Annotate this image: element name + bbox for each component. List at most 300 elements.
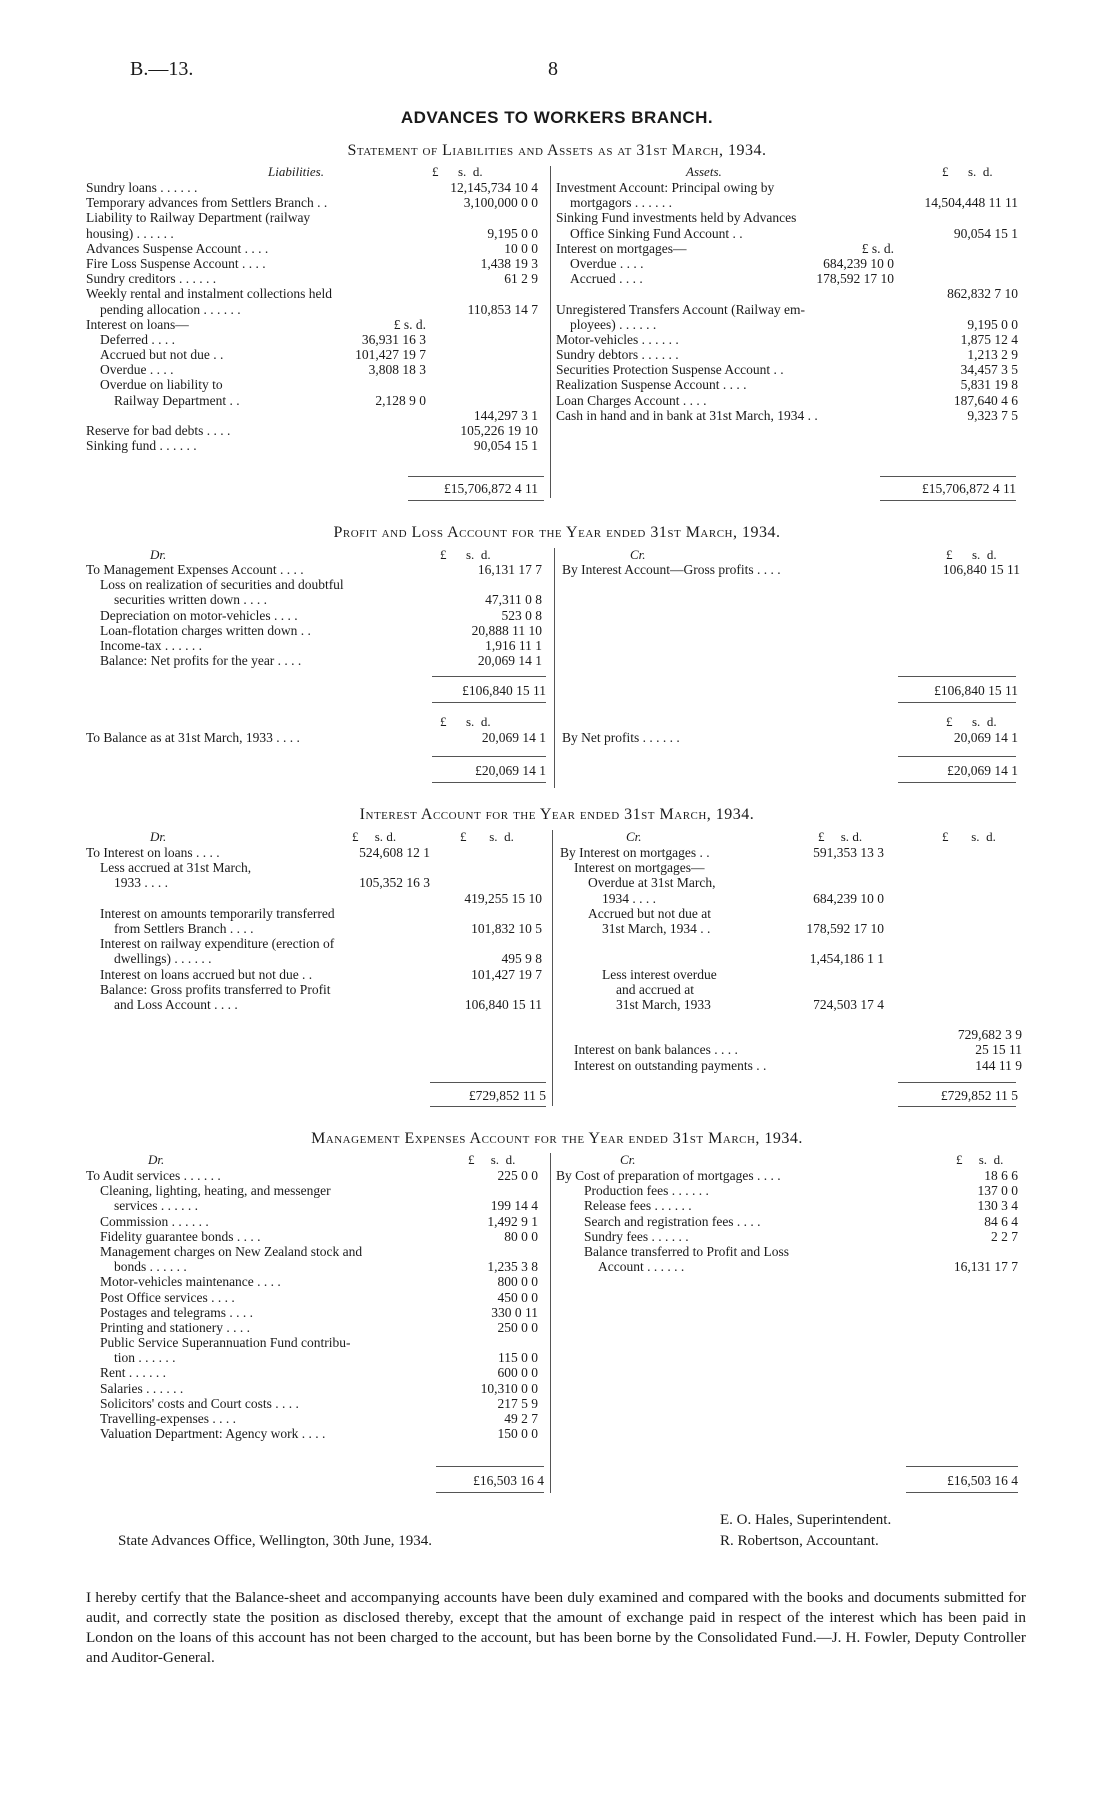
asset-row bbox=[556, 302, 1018, 317]
mgmt-credit-row-label: By Cost of preparation of mortgages . . . . bbox=[556, 1168, 781, 1183]
pl-total-rule-r2 bbox=[898, 702, 1016, 703]
mgmt-debit-row-label: Commission . . . . . . bbox=[100, 1213, 209, 1229]
interest-credit-row-label: Interest on mortgages— bbox=[574, 860, 705, 876]
interest-debit-row-amount: 495 9 8 bbox=[501, 951, 542, 967]
mgmt-total-rule-r bbox=[906, 1466, 1018, 1467]
mgmt-debit-row-label: services . . . . . . bbox=[114, 1198, 198, 1214]
mgmt-debit-row-label: Salaries . . . . . . bbox=[100, 1380, 184, 1396]
pl-cr: Cr. bbox=[630, 547, 646, 562]
pl-debit-row-label: securities written down . . . . bbox=[114, 592, 267, 608]
liabilities-heading: Liabilities. bbox=[268, 164, 324, 179]
pl-debit-row-label: To Management Expenses Account . . . . bbox=[86, 562, 304, 577]
liability-row bbox=[86, 271, 546, 286]
interest-account-title: Interest Account for the Year ended 31st March, 1934. bbox=[359, 806, 755, 823]
balance-divider bbox=[550, 166, 551, 498]
interest-debit-row bbox=[86, 982, 548, 997]
mgmt-credit-row bbox=[556, 1259, 1018, 1274]
asset-row-label: mortgagors . . . . . . bbox=[570, 195, 672, 211]
mgmt-total-rule bbox=[436, 1466, 544, 1467]
mgmt-debit-row bbox=[86, 1365, 546, 1380]
pl-net-profits-value: 20,069 14 1 bbox=[953, 730, 1018, 745]
mgmt-currency-r: £ s. d. bbox=[956, 1152, 1004, 1167]
interest-debit-row bbox=[86, 921, 548, 936]
pl-debit-row-label: Income-tax . . . . . . bbox=[100, 637, 202, 653]
mgmt-debit-row-amount: 225 0 0 bbox=[497, 1168, 538, 1183]
liability-row-label: Reserve for bad debts . . . . bbox=[86, 423, 231, 438]
mgmt-debit-row bbox=[86, 1229, 546, 1244]
pl-debit-row-label: Loan-flotation charges written down . . bbox=[100, 622, 311, 638]
asset-row-amount: 34,457 3 5 bbox=[960, 362, 1018, 378]
interest-credit-row-label: Overdue at 31st March, bbox=[588, 875, 716, 891]
pl-credit-row-label: By Interest Account—Gross profits . . . . bbox=[562, 562, 781, 577]
interest-total-debit: £729,852 11 5 bbox=[468, 1088, 546, 1103]
mgmt-total-credit: £16,503 16 4 bbox=[947, 1473, 1018, 1488]
mgmt-debit-row-label: bonds . . . . . . bbox=[114, 1259, 187, 1275]
asset-row bbox=[556, 256, 1018, 271]
liability-row bbox=[86, 377, 546, 392]
mgmt-credit-row-amount: 18 6 6 bbox=[984, 1168, 1018, 1183]
pl-divider bbox=[554, 548, 555, 788]
mgmt-credit-row-label: Production fees . . . . . . bbox=[584, 1183, 709, 1199]
mgmt-debit-row-label: Fidelity guarantee bonds . . . . bbox=[100, 1228, 261, 1244]
interest-debit-row-label: Balance: Gross profits transferred to Profit bbox=[100, 981, 331, 997]
mgmt-debit-row-label: Public Service Superannuation Fund contribu- bbox=[100, 1335, 351, 1351]
liability-row-label: Fire Loss Suspense Account . . . . bbox=[86, 255, 266, 271]
assets-heading: Assets. bbox=[686, 164, 722, 179]
mgmt-debit-row bbox=[86, 1350, 546, 1365]
liability-row bbox=[86, 362, 546, 377]
mgmt-debit-row-label: Travelling-expenses . . . . bbox=[100, 1411, 236, 1426]
mgmt-credit-row-amount: 130 3 4 bbox=[977, 1198, 1018, 1214]
int-total-rule bbox=[430, 1082, 546, 1083]
asset-row-label: Office Sinking Fund Account . . bbox=[570, 225, 743, 241]
interest-credit-row-label: Interest on outstanding payments . . bbox=[574, 1057, 767, 1073]
document-reference: B.—13. bbox=[130, 58, 194, 80]
mgmt-debit-row-label: Cleaning, lighting, heating, and messenger bbox=[100, 1183, 331, 1199]
interest-credit-row bbox=[560, 982, 1022, 997]
liability-row bbox=[86, 408, 546, 423]
mgmt-debits-list bbox=[86, 1168, 546, 1441]
liability-row-label: Liability to Railway Department (railway bbox=[86, 210, 311, 226]
interest-debit-row bbox=[86, 997, 548, 1012]
liability-row-amount: 90,054 15 1 bbox=[473, 438, 538, 454]
asset-row-amount: 1,875 12 4 bbox=[960, 331, 1018, 347]
page-number: 8 bbox=[548, 58, 558, 80]
int-currency-r: £ s. d. bbox=[942, 829, 996, 844]
liability-row-subamount: 3,808 18 3 bbox=[368, 362, 426, 378]
interest-credit-row bbox=[560, 860, 1022, 875]
liability-row-label: Sundry creditors . . . . . . bbox=[86, 271, 217, 287]
liability-row-amount: 144,297 3 1 bbox=[473, 407, 538, 423]
interest-credit-row bbox=[560, 875, 1022, 890]
interest-credit-row-subamount: 1,454,186 1 1 bbox=[809, 951, 884, 967]
interest-debit-row-label: Interest on railway expenditure (erection of bbox=[100, 936, 335, 952]
mgmt-credit-row-label: Balance transferred to Profit and Loss bbox=[584, 1243, 790, 1259]
asset-row-label: Interest on mortgages— bbox=[556, 240, 687, 256]
liability-row-label: pending allocation . . . . . . bbox=[100, 301, 241, 317]
mgmt-debit-row bbox=[86, 1335, 546, 1350]
liability-row bbox=[86, 210, 546, 225]
mgmt-debit-row-label: Motor-vehicles maintenance . . . . bbox=[100, 1274, 281, 1290]
interest-credit-row bbox=[560, 967, 1022, 982]
asset-row bbox=[556, 195, 1018, 210]
pl-debit-row-amount: 16,131 17 7 bbox=[477, 562, 542, 577]
mgmt-debit-row-amount: 150 0 0 bbox=[497, 1426, 538, 1442]
pl-debit-row bbox=[86, 623, 550, 638]
mgmt-debit-row bbox=[86, 1320, 546, 1335]
interest-debit-row-amount: 106,840 15 11 bbox=[464, 996, 542, 1012]
interest-credit-row-amount: 144 11 9 bbox=[975, 1057, 1022, 1073]
page-title: ADVANCES TO WORKERS BRANCH. bbox=[400, 108, 714, 127]
balance-sheet-title: Statement of Liabilities and Assets as at 31st March, 1934. bbox=[347, 142, 767, 159]
asset-row-label: Loan Charges Account . . . . bbox=[556, 392, 707, 408]
asset-row-label: Sinking Fund investments held by Advances bbox=[556, 210, 797, 226]
int-total-rule-b bbox=[430, 1106, 546, 1107]
mgmt-credit-row-label: Sundry fees . . . . . . bbox=[584, 1228, 689, 1244]
mgmt-debit-row bbox=[86, 1411, 546, 1426]
liability-row-label: Sundry loans . . . . . . bbox=[86, 180, 198, 195]
liability-row-subamount: 36,931 16 3 bbox=[361, 331, 426, 347]
pl-tot2-rule-rb bbox=[898, 782, 1016, 783]
asset-row bbox=[556, 393, 1018, 408]
mgmt-debit-row bbox=[86, 1183, 546, 1198]
asset-row bbox=[556, 286, 1018, 301]
pl-debit-row-label: Depreciation on motor-vehicles . . . . bbox=[100, 607, 298, 623]
mgmt-debit-row-amount: 330 0 11 bbox=[491, 1304, 538, 1320]
mgmt-debit-row-amount: 800 0 0 bbox=[497, 1274, 538, 1290]
asset-row-label: Cash in hand and in bank at 31st March, 1934 . . bbox=[556, 407, 818, 423]
asset-row-amount: 9,195 0 0 bbox=[967, 316, 1018, 332]
mgmt-debit-row bbox=[86, 1396, 546, 1411]
int-currency-l: £ s. d. bbox=[460, 829, 514, 844]
pl-debit-row-amount: 1,916 11 1 bbox=[485, 637, 542, 653]
interest-debit-row-label: To Interest on loans . . . . bbox=[86, 845, 220, 860]
mgmt-debit-row-label: Management charges on New Zealand stock and bbox=[100, 1243, 363, 1259]
mgmt-debit-row-amount: 49 2 7 bbox=[504, 1411, 538, 1426]
asset-row-amount: 9,323 7 5 bbox=[967, 407, 1018, 423]
asset-row bbox=[556, 332, 1018, 347]
int-sub-currency-r: £ s. d. bbox=[818, 829, 863, 844]
liability-row bbox=[86, 195, 546, 210]
interest-debit-row-label: and Loss Account . . . . bbox=[114, 996, 238, 1012]
pl-total-rule bbox=[432, 676, 546, 677]
interest-credit-row bbox=[560, 951, 1022, 966]
liability-row bbox=[86, 256, 546, 271]
liability-row-amount: 61 2 9 bbox=[504, 271, 538, 287]
liability-row-label: Sinking fund . . . . . . bbox=[86, 438, 197, 454]
interest-total-credit: £729,852 11 5 bbox=[940, 1088, 1018, 1103]
interest-debit-row bbox=[86, 967, 548, 982]
mgmt-debit-row bbox=[86, 1198, 546, 1213]
interest-debit-row-label: Interest on amounts temporarily transferred bbox=[100, 905, 335, 921]
int-sub-currency-l: £ s. d. bbox=[352, 829, 397, 844]
mgmt-debit-row-amount: 250 0 0 bbox=[497, 1319, 538, 1335]
mgmt-credit-row bbox=[556, 1198, 1018, 1213]
asset-row bbox=[556, 377, 1018, 392]
mgmt-debit-row-amount: 1,492 9 1 bbox=[487, 1213, 538, 1229]
asset-row bbox=[556, 226, 1018, 241]
profit-loss-title: Profit and Loss Account for the Year ended 31st March, 1934. bbox=[333, 524, 781, 541]
interest-credit-row bbox=[560, 936, 1022, 951]
interest-debit-row-label: from Settlers Branch . . . . bbox=[114, 920, 254, 936]
asset-row-label: Investment Account: Principal owing by bbox=[556, 180, 775, 195]
interest-credit-row bbox=[560, 891, 1022, 906]
interest-debits-list bbox=[86, 845, 548, 1012]
interest-credit-row-label: and accrued at bbox=[616, 981, 694, 997]
pl-total-rule-r bbox=[898, 676, 1016, 677]
asset-row bbox=[556, 362, 1018, 377]
liability-row-label: Overdue on liability to bbox=[100, 377, 223, 393]
pl-debit-row-label: Balance: Net profits for the year . . . . bbox=[100, 653, 302, 669]
mgmt-credit-row bbox=[556, 1183, 1018, 1198]
interest-credit-row bbox=[560, 1012, 1022, 1027]
liability-row bbox=[86, 226, 546, 241]
pl-bal-currency-r: £ s. d. bbox=[946, 714, 997, 729]
liability-row bbox=[86, 332, 546, 347]
pl-debit-row bbox=[86, 592, 550, 607]
pl-debit-row bbox=[86, 638, 550, 653]
asset-row-label: Sundry debtors . . . . . . bbox=[556, 347, 679, 363]
asset-row bbox=[556, 241, 1018, 256]
interest-debit-row-amount: 101,427 19 7 bbox=[471, 966, 542, 982]
pl-dr-currency: £ s. d. bbox=[440, 547, 491, 562]
asset-row-label: Motor-vehicles . . . . . . bbox=[556, 331, 679, 347]
mgmt-debit-row-amount: 600 0 0 bbox=[497, 1365, 538, 1381]
assets-total: £15,706,872 4 11 bbox=[922, 481, 1016, 496]
pl-debit-row-label: Loss on realization of securities and doubtful bbox=[100, 577, 344, 593]
liability-row bbox=[86, 317, 546, 332]
pl-debit-row-amount: 20,888 11 10 bbox=[471, 622, 542, 638]
liabilities-list bbox=[86, 180, 546, 453]
interest-debit-row bbox=[86, 951, 548, 966]
interest-debit-row bbox=[86, 891, 548, 906]
interest-debit-row bbox=[86, 845, 548, 860]
pl-credits-list bbox=[562, 562, 1020, 577]
liability-row-label: Railway Department . . bbox=[114, 392, 240, 408]
asset-row-label: Accrued . . . . bbox=[570, 271, 643, 287]
mgmt-credits-list bbox=[556, 1168, 1018, 1274]
asset-row bbox=[556, 317, 1018, 332]
liability-row-label: housing) . . . . . . bbox=[86, 225, 174, 241]
mgmt-credit-row bbox=[556, 1229, 1018, 1244]
liability-row-subamount: 101,427 19 7 bbox=[355, 347, 426, 363]
interest-debit-row-label: 1933 . . . . bbox=[114, 875, 168, 891]
liability-row-subamount: 2,128 9 0 bbox=[375, 392, 426, 408]
pl-debit-row bbox=[86, 608, 550, 623]
liability-row bbox=[86, 438, 546, 453]
mgmt-cr: Cr. bbox=[620, 1152, 636, 1167]
mgmt-credit-row-amount: 2 2 7 bbox=[991, 1228, 1018, 1244]
asset-row-label: Realization Suspense Account . . . . bbox=[556, 377, 747, 393]
asset-row bbox=[556, 408, 1018, 423]
mgmt-total-debit: £16,503 16 4 bbox=[473, 1473, 544, 1488]
interest-credit-row bbox=[560, 921, 1022, 936]
mgmt-debit-row-label: Post Office services . . . . bbox=[100, 1289, 235, 1305]
interest-debit-row-label: Less accrued at 31st March, bbox=[100, 860, 252, 876]
liab-total-rule bbox=[408, 476, 544, 477]
asset-row bbox=[556, 180, 1018, 195]
liability-row bbox=[86, 347, 546, 362]
mgmt-total-rule-b bbox=[436, 1492, 544, 1493]
interest-debit-row-amount: 419,255 15 10 bbox=[464, 890, 542, 906]
interest-debit-row-subamount: 105,352 16 3 bbox=[359, 875, 430, 891]
mgmt-debit-row-amount: 115 0 0 bbox=[498, 1350, 538, 1366]
mgmt-total-rule-rb bbox=[906, 1492, 1018, 1493]
mgmt-debit-row-label: Printing and stationery . . . . bbox=[100, 1319, 250, 1335]
mgmt-credit-row-amount: 84 6 4 bbox=[984, 1213, 1018, 1229]
interest-debit-row bbox=[86, 860, 548, 875]
int-dr: Dr. bbox=[150, 829, 167, 844]
asset-row-amount: 187,640 4 6 bbox=[953, 392, 1018, 408]
liability-row-amount: 10 0 0 bbox=[504, 240, 538, 256]
mgmt-debit-row-label: Solicitors' costs and Court costs . . . . bbox=[100, 1395, 299, 1411]
interest-credit-row-label: 31st March, 1934 . . bbox=[602, 920, 711, 936]
mgmt-debit-row bbox=[86, 1214, 546, 1229]
audit-certificate: I hereby certify that the Balance-sheet and accompanying accounts have been duly examined and compared with the books and documents submitted for audit, and correctly state the position as disclosed thereby, except that the amount of exchange paid in respect of the interest which has been paid in London on the loans of this account has not been charged to the account, but has been borne by the Consolidated Fund.—J. H. Fowler, Deputy Controller and Auditor-General. bbox=[86, 1589, 1026, 1666]
pl-debit-row bbox=[86, 653, 550, 668]
asset-row-subamount: 684,239 10 0 bbox=[823, 255, 894, 271]
liability-row-amount: 110,853 14 7 bbox=[467, 301, 538, 317]
mgmt-credit-row-amount: 137 0 0 bbox=[977, 1183, 1018, 1199]
mgmt-debit-row bbox=[86, 1168, 546, 1183]
mgmt-debit-row-label: Postages and telegrams . . . . bbox=[100, 1304, 253, 1320]
mgmt-debit-row-amount: 80 0 0 bbox=[504, 1228, 538, 1244]
liability-row bbox=[86, 286, 546, 301]
mgmt-debit-row bbox=[86, 1259, 546, 1274]
liability-row bbox=[86, 393, 546, 408]
liab-currency-header: £ s. d. bbox=[432, 164, 483, 179]
assets-list bbox=[556, 180, 1018, 423]
pl-debit-row-amount: 523 0 8 bbox=[501, 607, 542, 623]
interest-credit-row-subamount: 178,592 17 10 bbox=[806, 920, 884, 936]
mgmt-debit-row bbox=[86, 1244, 546, 1259]
pl-total2-credit: £20,069 14 1 bbox=[947, 763, 1018, 778]
pl-credit-row bbox=[562, 562, 1020, 577]
pl-tot2-rule-b bbox=[432, 782, 546, 783]
pl-debits-list bbox=[86, 562, 550, 668]
liability-row-amount: 3,100,000 0 0 bbox=[463, 195, 538, 211]
liability-row-label: Interest on loans— bbox=[86, 316, 189, 332]
int-total-rule-rb bbox=[898, 1106, 1016, 1107]
pl-total2-debit: £20,069 14 1 bbox=[475, 763, 546, 778]
interest-debit-row-label: dwellings) . . . . . . bbox=[114, 951, 212, 967]
liability-row-amount: 12,145,734 10 4 bbox=[450, 180, 538, 195]
mgmt-credit-row-label: Release fees . . . . . . bbox=[584, 1198, 692, 1214]
interest-credit-row-subamount: 591,353 13 3 bbox=[813, 845, 884, 860]
mgmt-debit-row-label: To Audit services . . . . . . bbox=[86, 1168, 221, 1183]
mgmt-debit-row-label: tion . . . . . . bbox=[114, 1350, 176, 1366]
interest-credit-row-subamount: 724,503 17 4 bbox=[813, 996, 884, 1012]
liability-row-amount: 1,438 19 3 bbox=[480, 255, 538, 271]
mgmt-divider bbox=[550, 1153, 551, 1493]
mgmt-debit-row-amount: 1,235 3 8 bbox=[487, 1259, 538, 1275]
liabilities-total: £15,706,872 4 11 bbox=[444, 481, 538, 496]
pl-tot2-rule bbox=[432, 756, 546, 757]
liab-total-rule-bottom bbox=[408, 500, 544, 501]
mgmt-debit-row-amount: 450 0 0 bbox=[497, 1289, 538, 1305]
interest-credit-row bbox=[560, 1027, 1022, 1042]
pl-debit-row bbox=[86, 562, 550, 577]
interest-credit-row-label: 1934 . . . . bbox=[602, 890, 656, 906]
mgmt-credit-row bbox=[556, 1244, 1018, 1259]
asset-row bbox=[556, 271, 1018, 286]
assets-total-rule-bottom bbox=[880, 500, 1016, 501]
asset-row-amount: 1,213 2 9 bbox=[967, 347, 1018, 363]
pl-opening-balance: To Balance as at 31st March, 1933 . . . . bbox=[86, 730, 300, 745]
interest-debit-row bbox=[86, 906, 548, 921]
liability-row-label: Advances Suspense Account . . . . bbox=[86, 240, 269, 256]
asset-row-amount: 90,054 15 1 bbox=[953, 225, 1018, 241]
asset-row-amount: 862,832 7 10 bbox=[947, 286, 1018, 302]
asset-row-subamount: £ s. d. bbox=[861, 240, 894, 256]
asset-row bbox=[556, 347, 1018, 362]
interest-credit-row-label: Less interest overdue bbox=[602, 966, 717, 982]
asset-row-label: Overdue . . . . bbox=[570, 255, 644, 271]
interest-debit-row bbox=[86, 936, 548, 951]
interest-credit-row-subamount: 684,239 10 0 bbox=[813, 890, 884, 906]
mgmt-debit-row-label: Rent . . . . . . bbox=[100, 1365, 166, 1381]
interest-credit-row bbox=[560, 997, 1022, 1012]
interest-credit-row bbox=[560, 906, 1022, 921]
asset-row-label: ployees) . . . . . . bbox=[570, 316, 657, 332]
interest-credit-row bbox=[560, 845, 1022, 860]
mgmt-currency-l: £ s. d. bbox=[468, 1152, 516, 1167]
interest-debit-row bbox=[86, 875, 548, 890]
interest-debit-row-label: Interest on loans accrued but not due . . bbox=[100, 966, 313, 982]
management-expenses-title: Management Expenses Account for the Year ended 31st March, 1934. bbox=[311, 1130, 803, 1147]
pl-cr-currency: £ s. d. bbox=[946, 547, 997, 562]
mgmt-credit-row bbox=[556, 1168, 1018, 1183]
mgmt-credit-row-amount: 16,131 17 7 bbox=[953, 1259, 1018, 1275]
mgmt-debit-row bbox=[86, 1290, 546, 1305]
interest-credit-row-label: Interest on bank balances . . . . bbox=[574, 1042, 738, 1058]
liability-row-amount: 9,195 0 0 bbox=[487, 225, 538, 241]
liability-row-subamount: £ s. d. bbox=[393, 316, 426, 332]
liability-row-label: Overdue . . . . bbox=[100, 362, 174, 378]
office-date: State Advances Office, Wellington, 30th June, 1934. bbox=[118, 1533, 433, 1549]
pl-opening-balance-value: 20,069 14 1 bbox=[481, 730, 546, 745]
asset-row-amount: 14,504,448 11 11 bbox=[924, 195, 1018, 211]
liability-row-amount: 105,226 19 10 bbox=[460, 423, 538, 438]
pl-total-debit: £106,840 15 11 bbox=[462, 683, 546, 698]
liability-row bbox=[86, 423, 546, 438]
pl-total-rule-2 bbox=[432, 702, 546, 703]
liability-row-label: Accrued but not due . . bbox=[100, 347, 224, 363]
pl-debit-row bbox=[86, 577, 550, 592]
pl-tot2-rule-r bbox=[898, 756, 1016, 757]
liability-row-label: Deferred . . . . bbox=[100, 331, 175, 347]
mgmt-credit-row bbox=[556, 1214, 1018, 1229]
liability-row bbox=[86, 241, 546, 256]
interest-credit-row-label: 31st March, 1933 bbox=[616, 996, 711, 1012]
signature-accountant: R. Robertson, Accountant. bbox=[720, 1533, 879, 1549]
interest-credit-row-amount: 25 15 11 bbox=[975, 1042, 1022, 1058]
mgmt-debit-row-amount: 217 5 9 bbox=[497, 1395, 538, 1411]
asset-row-label: Securities Protection Suspense Account . . bbox=[556, 362, 784, 378]
interest-credit-row-amount: 729,682 3 9 bbox=[957, 1027, 1022, 1043]
asset-row-subamount: 178,592 17 10 bbox=[816, 271, 894, 287]
mgmt-credit-row-label: Search and registration fees . . . . bbox=[584, 1213, 761, 1229]
mgmt-debit-row-amount: 10,310 0 0 bbox=[480, 1380, 538, 1396]
interest-debit-row-amount: 101,832 10 5 bbox=[471, 920, 542, 936]
interest-credit-row bbox=[560, 1058, 1022, 1073]
assets-total-rule bbox=[880, 476, 1016, 477]
mgmt-debit-row bbox=[86, 1381, 546, 1396]
int-total-rule-r bbox=[898, 1082, 1016, 1083]
interest-credits-list bbox=[560, 845, 1022, 1073]
pl-net-profits: By Net profits . . . . . . bbox=[562, 730, 680, 745]
interest-credit-row bbox=[560, 1042, 1022, 1057]
